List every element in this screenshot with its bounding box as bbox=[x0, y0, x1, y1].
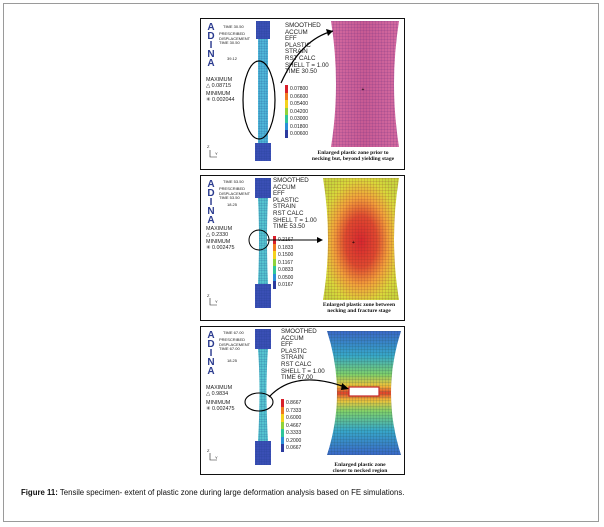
axis-z: Z bbox=[207, 448, 210, 453]
axis-triad bbox=[209, 452, 219, 462]
result-title: SMOOTHED ACCUM EFF PLASTIC STRAIN RST CALC SHELL T = 1.00 TIME 30.50 bbox=[285, 22, 329, 76]
minimum-value: ✳ 0.002475 bbox=[206, 245, 235, 251]
minimum-label: MINIMUM bbox=[206, 400, 231, 406]
maximum-value: △ 0.9834 bbox=[206, 391, 229, 397]
scale-value: 18.25 bbox=[227, 202, 238, 207]
panel-caption: Enlarged plastic zone between necking and fracture stage bbox=[322, 302, 396, 315]
minimum-value: ✳ 0.002475 bbox=[206, 406, 235, 412]
scale-value: 18.25 bbox=[227, 358, 238, 363]
axis-triad bbox=[209, 297, 219, 307]
figure-caption-label: Figure 11: bbox=[21, 488, 58, 497]
figure-caption bbox=[21, 488, 404, 497]
pointer-arrow bbox=[265, 230, 325, 250]
axis-triad bbox=[209, 149, 219, 159]
figure-caption-text: Tensile specimen- extent of plastic zone during large deformation analysis based on FE simulations. bbox=[57, 488, 405, 497]
simulation-panel-2: A D I N A TIME 53.50 PRESCRIBED DISPLACEMENT TIME 53.50 18.25 MAXIMUM △ 0.2330 MINIMUM ✳ 0.002475 SMOOTHED ACCUM EFF PLASTIC STRAIN RST CALC SHELL T = 1.00 TIME 53.50 0.2167 0.1833 0.1500 0.1167 0.0833 0.0500 0.0167 + Z Y Enlarged plastic zone between necking and fracture stage bbox=[200, 175, 405, 321]
minimum-label: MINIMUM bbox=[206, 91, 231, 97]
svg-text:+: + bbox=[361, 87, 365, 93]
axis-z: Z bbox=[207, 144, 210, 149]
axis-y: Y bbox=[215, 151, 218, 156]
result-title: SMOOTHED ACCUM EFF PLASTIC STRAIN RST CALC SHELL T = 1.00 TIME 67.00 bbox=[281, 328, 325, 382]
minimum-value: ✳ 0.002044 bbox=[206, 97, 235, 103]
maximum-label: MAXIMUM bbox=[206, 385, 233, 391]
maximum-label: MAXIMUM bbox=[206, 77, 233, 83]
minimum-label: MINIMUM bbox=[206, 239, 231, 245]
prescribed-displacement: PRESCRIBED DISPLACEMENT TIME 30.50 bbox=[219, 31, 251, 46]
time-label: TIME 53.50 bbox=[223, 179, 244, 184]
svg-text:+: + bbox=[352, 240, 355, 246]
adina-logo: A D I N A bbox=[207, 179, 215, 226]
enlarged-zone-image bbox=[319, 178, 403, 300]
prescribed-displacement: PRESCRIBED DISPLACEMENT TIME 53.50 bbox=[219, 186, 251, 201]
prescribed-displacement: PRESCRIBED DISPLACEMENT TIME 67.00 bbox=[219, 337, 251, 352]
time-label: TIME 30.50 bbox=[223, 24, 244, 29]
figure-frame bbox=[3, 3, 599, 522]
axis-z: Z bbox=[207, 293, 210, 298]
panel-caption: Enlarged plastic zone prior to necking but, beyond yielding stage bbox=[311, 150, 395, 163]
pointer-arrow bbox=[261, 19, 341, 99]
time-label: TIME 67.00 bbox=[223, 330, 244, 335]
axis-y: Y bbox=[215, 455, 218, 460]
axis-y: Y bbox=[215, 299, 218, 304]
result-title: SMOOTHED ACCUM EFF PLASTIC STRAIN RST CALC SHELL T = 1.00 TIME 53.50 bbox=[273, 177, 317, 231]
adina-logo: A D I N A bbox=[207, 22, 215, 69]
scale-value: 39.12 bbox=[227, 56, 238, 61]
adina-logo: A D I N A bbox=[207, 330, 215, 377]
maximum-value: △ 0.2330 bbox=[206, 232, 229, 238]
panel-caption: Enlarged plastic zone closer to necked region bbox=[332, 462, 388, 475]
maximum-value: △ 0.08715 bbox=[206, 83, 232, 89]
simulation-panel-3: A D I N A TIME 67.00 PRESCRIBED DISPLACEMENT TIME 67.00 18.25 MAXIMUM △ 0.9834 MINIMUM ✳ 0.002475 SMOOTHED ACCUM EFF PLASTIC STRAIN RST CALC SHELL T = 1.00 TIME 67.00 0.8667 0.7333 0.6000 0.4667 0.3333 0.2000 0.0667 Z Y Enlarged plastic zone closer to necked region bbox=[200, 326, 405, 475]
maximum-label: MAXIMUM bbox=[206, 226, 233, 232]
pointer-arrow bbox=[265, 365, 355, 405]
simulation-panel-1: A D I N A TIME 30.50 PRESCRIBED DISPLACEMENT TIME 30.50 39.12 MAXIMUM △ 0.08715 MINIMUM ✳ 0.002044 SMOOTHED ACCUM EFF PLASTIC STRAIN RST CALC SHELL T = 1.00 TIME 30.50 0.07800 0.06600 0.05400 0.04200 0.03000 0.01800 0.00600 + Z Y Enlarged plastic zone prior to necking but, beyond yielding stage bbox=[200, 18, 405, 170]
